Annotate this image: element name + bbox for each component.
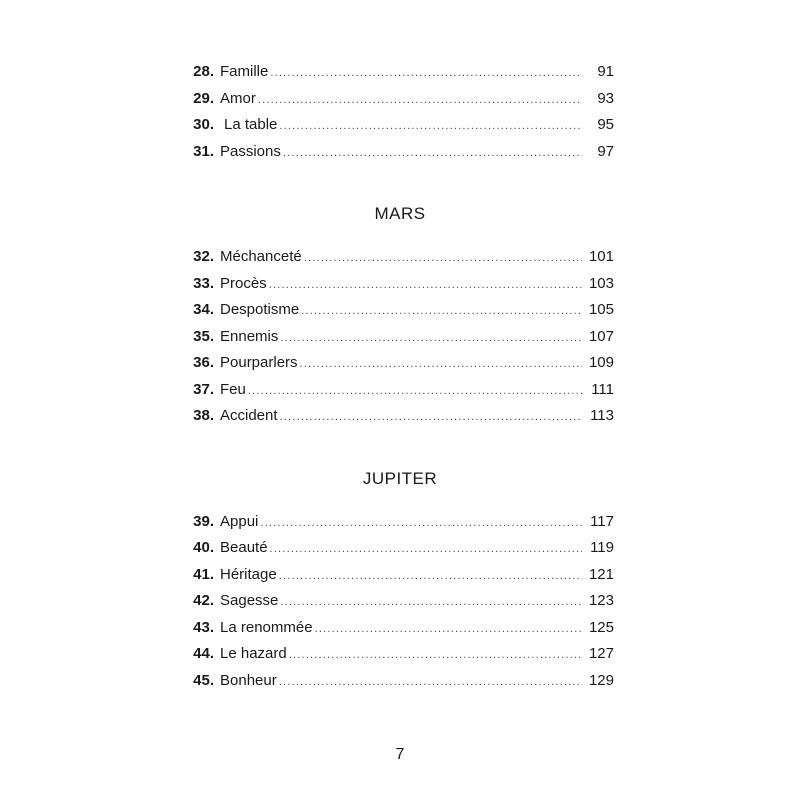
- dot-leader: [280, 328, 582, 348]
- page-number: 7: [395, 746, 405, 763]
- entry-title: Appui: [220, 513, 259, 530]
- entry-number: 34.: [193, 301, 214, 318]
- toc-entry[interactable]: [170, 380, 614, 400]
- toc-entry[interactable]: [170, 327, 614, 347]
- dot-leader: [279, 116, 582, 136]
- entry-title: Héritage: [220, 566, 277, 583]
- entry-title: La renommée: [220, 619, 313, 636]
- entry-page: 129: [588, 672, 614, 689]
- entry-title: Pourparlers: [220, 354, 298, 371]
- entry-title: Despotisme: [220, 301, 300, 318]
- entry-number: 38.: [193, 407, 214, 424]
- entry-page: 105: [588, 301, 614, 318]
- entry-page: 109: [588, 354, 614, 371]
- entry-title: Bonheur: [220, 672, 277, 689]
- dot-leader: [270, 539, 582, 559]
- entry-title: Le hazard: [220, 645, 287, 662]
- entry-title: Accident: [220, 407, 278, 424]
- section-heading-mars: MARS: [374, 204, 426, 223]
- section-heading-jupiter: JUPITER: [362, 469, 438, 488]
- entry-page: 111: [591, 381, 614, 398]
- entry-number: 44.: [193, 645, 214, 662]
- entry-number: 41.: [193, 566, 214, 583]
- entry-number: 42.: [193, 592, 214, 609]
- entry-title: Famille: [220, 63, 269, 80]
- entry-page: 107: [588, 328, 614, 345]
- entry-number: 36.: [193, 354, 214, 371]
- dot-leader: [304, 248, 582, 268]
- toc-entry[interactable]: [170, 89, 614, 109]
- toc-entry[interactable]: [170, 591, 614, 611]
- toc-entry[interactable]: [170, 618, 614, 638]
- toc-entry[interactable]: [170, 142, 614, 162]
- entry-number: 33.: [193, 275, 214, 292]
- entry-page: 119: [590, 539, 614, 556]
- entry-page: 127: [588, 645, 614, 662]
- dot-leader: [301, 301, 582, 321]
- entry-number: 31.: [193, 143, 214, 160]
- entry-number: 35.: [193, 328, 214, 345]
- entry-title: Passions: [220, 143, 281, 160]
- dot-leader: [258, 90, 582, 110]
- dot-leader: [280, 592, 582, 612]
- entry-number: 29.: [193, 90, 214, 107]
- toc-entry[interactable]: [170, 538, 614, 558]
- entry-page: 101: [588, 248, 614, 265]
- entry-title: Amor: [220, 90, 256, 107]
- entry-page: 103: [588, 275, 614, 292]
- entry-number: 37.: [193, 381, 214, 398]
- entry-number: 28.: [193, 63, 214, 80]
- toc-entry[interactable]: [170, 671, 614, 691]
- toc-entry[interactable]: [170, 565, 614, 585]
- entry-title: Procès: [220, 275, 267, 292]
- entry-number: 43.: [193, 619, 214, 636]
- toc-entry[interactable]: [170, 406, 614, 426]
- toc-entry[interactable]: [170, 274, 614, 294]
- entry-page: 95: [597, 116, 614, 133]
- entry-page: 123: [588, 592, 614, 609]
- dot-leader: [260, 513, 582, 533]
- entry-page: 93: [597, 90, 614, 107]
- dot-leader: [279, 672, 582, 692]
- dot-leader: [280, 407, 582, 427]
- entry-number: 32.: [193, 248, 214, 265]
- toc-entry[interactable]: [170, 512, 614, 532]
- toc-entry[interactable]: [170, 353, 614, 373]
- entry-title: Méchanceté: [220, 248, 302, 265]
- dot-leader: [283, 143, 582, 163]
- entry-title: Beauté: [220, 539, 268, 556]
- entry-page: 113: [590, 407, 614, 424]
- dot-leader: [289, 645, 582, 665]
- toc-entry[interactable]: [170, 115, 614, 135]
- entry-page: 117: [590, 513, 614, 530]
- toc-entry[interactable]: [170, 644, 614, 664]
- dot-leader: [315, 619, 582, 639]
- entry-title: Ennemis: [220, 328, 279, 345]
- dot-leader: [269, 275, 582, 295]
- entry-page: 97: [597, 143, 614, 160]
- dot-leader: [300, 354, 582, 374]
- entry-number: 45.: [193, 672, 214, 689]
- entry-title: La table: [224, 116, 278, 133]
- dot-leader: [248, 381, 582, 401]
- entry-number: 30.: [193, 116, 214, 133]
- toc-entry[interactable]: [170, 300, 614, 320]
- entry-page: 91: [597, 63, 614, 80]
- toc-entry[interactable]: [170, 62, 614, 82]
- entry-page: 121: [588, 566, 614, 583]
- dot-leader: [270, 63, 582, 83]
- toc-entry[interactable]: [170, 247, 614, 267]
- entry-number: 39.: [193, 513, 214, 530]
- entry-page: 125: [588, 619, 614, 636]
- dot-leader: [279, 566, 582, 586]
- entry-number: 40.: [193, 539, 214, 556]
- entry-title: Sagesse: [220, 592, 279, 609]
- entry-title: Feu: [220, 381, 246, 398]
